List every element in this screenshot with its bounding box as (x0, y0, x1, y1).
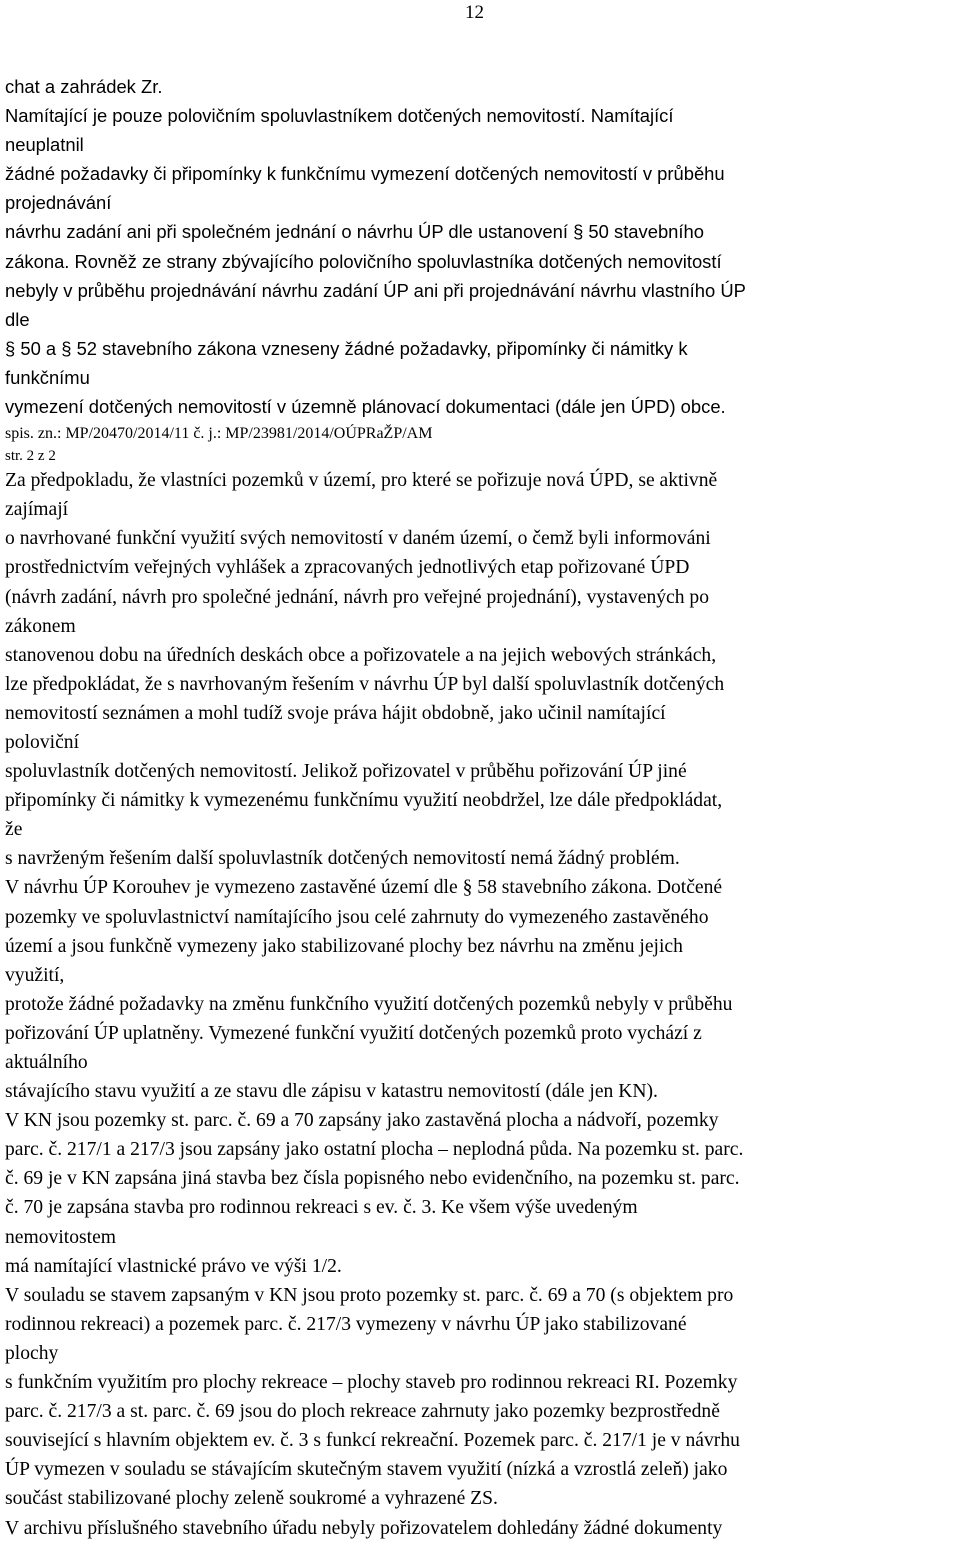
text-line: spoluvlastník dotčených nemovitostí. Jelikož pořizovatel v průběhu pořizování ÚP jiné (5, 761, 687, 783)
text-line: plochy (5, 1342, 59, 1364)
text-line: Za předpokladu, že vlastníci pozemků v území, pro které se pořizuje nová ÚPD, se aktivně (5, 470, 718, 492)
text-line: chat a zahrádek Zr. (5, 76, 163, 97)
text-line: funkčnímu (5, 366, 90, 388)
text-line: návrhu zadání ani při společném jednání o návrhu ÚP dle ustanovení § 50 stavebního (5, 221, 704, 243)
text-line: V návrhu ÚP Korouhev je vymezeno zastavěné území dle § 58 stavebního zákona. Dotčené (5, 877, 723, 899)
page-number: 12 (465, 2, 484, 23)
text-line: č. 70 je zapsána stavba pro rodinnou rekreaci s ev. č. 3. Ke všem výše uvedeným (5, 1197, 638, 1219)
text-line: protože žádné požadavky na změnu funkčního využití dotčených pozemků nebyly v průběhu (5, 993, 733, 1015)
text-line: součást stabilizované plochy zeleně soukromé a vyhrazené ZS. (5, 1488, 498, 1510)
text-line: pořizování ÚP uplatněny. Vymezené funkční využití dotčených pozemků proto vychází z (5, 1022, 702, 1044)
text-line: související s hlavním objektem ev. č. 3 s funkcí rekreační. Pozemek parc. č. 217/1 je v návrhu (5, 1430, 740, 1452)
text-line: zákona. Rovněž ze strany zbývajícího polovičního spoluvlastníka dotčených nemovitostí (5, 250, 722, 272)
text-line: s funkčním využitím pro plochy rekreace – plochy staveb pro rodinnou rekreaci RI. Pozemky (5, 1372, 738, 1394)
text-line: zákonem (5, 615, 76, 637)
text-line: stávajícího stavu využití a ze stavu dle zápisu v katastru nemovitostí (dále jen KN). (5, 1081, 658, 1103)
text-line: stanovenou dobu na úředních deskách obce a pořizovatele a na jejich webových stránkách, (5, 644, 717, 666)
text-line: žádné požadavky či připomínky k funkčnímu vymezení dotčených nemovitostí v průběhu (5, 163, 725, 185)
text-line: neuplatnil (5, 134, 84, 156)
text-line: aktuálního (5, 1052, 88, 1073)
text-line: pozemky ve spoluvlastnictví namítajícího jsou celé zahrnuty do vymezeného zastavěného (5, 906, 709, 928)
text-line: prostřednictvím veřejných vyhlášek a zpracovaných jednotlivých etap pořizované ÚPD (5, 557, 690, 579)
text-line: § 50 a § 52 stavebního zákona vzneseny žádné požadavky, připomínky či námitky k (5, 337, 688, 359)
text-line: že (5, 819, 23, 841)
text-line: spis. zn.: MP/20470/2014/11 č. j.: MP/23981/2014/OÚPRaŽP/AM (5, 425, 433, 443)
text-line: parc. č. 217/1 a 217/3 jsou zapsány jako ostatní plocha – neplodná půda. Na pozemku st. parc. (5, 1139, 744, 1161)
text-line: projednávání (5, 192, 112, 214)
text-line: nebyly v průběhu projednávání návrhu zadání ÚP ani při projednávání návrhu vlastního ÚP (5, 279, 746, 301)
text-line: V KN jsou pozemky st. parc. č. 69 a 70 zapsány jako zastavěná plocha a nádvoří, pozemky (5, 1110, 719, 1132)
text-line: poloviční (5, 731, 80, 753)
document-body (5, 72, 960, 1543)
text-line: (návrh zadání, návrh pro společné jednání, návrh pro veřejné projednání), vystavených po (5, 586, 710, 608)
text-line: o navrhované funkční využití svých nemovitostí v daném území, o čemž byli informováni (5, 528, 711, 550)
text-line: V archivu příslušného stavebního úřadu nebyly pořizovatelem dohledány žádné dokumenty (5, 1517, 723, 1539)
text-line: připomínky či námitky k vymezenému funkčnímu využití neobdržel, lze dále předpokládat, (5, 790, 723, 812)
text-line: ÚP vymezen v souladu se stávajícím skutečným stavem využití (nízká a vzrostlá zeleň) jako (5, 1459, 728, 1481)
text-line: č. 69 je v KN zapsána jiná stavba bez čísla popisného nebo evidenčního, na pozemku st. parc. (5, 1168, 740, 1190)
text-line: zajímají (5, 499, 69, 521)
text-line: s navrženým řešením další spoluvlastník dotčených nemovitostí nemá žádný problém. (5, 848, 680, 870)
text-line: území a jsou funkčně vymezeny jako stabilizované plochy bez návrhu na změnu jejich (5, 935, 683, 957)
text-line: nemovitostem (5, 1226, 117, 1248)
text-line: Namítající je pouze polovičním spoluvlastníkem dotčených nemovitostí. Namítající (5, 105, 674, 127)
text-line: nemovitostí seznámen a mohl tudíž svoje práva hájit obdobně, jako učinil namítající (5, 702, 666, 724)
text-line: využití, (5, 964, 65, 986)
text-line: str. 2 z 2 (5, 448, 56, 465)
text-line: dle (5, 308, 30, 330)
text-line: má namítající vlastnické právo ve výši 1/2. (5, 1255, 342, 1277)
text-line: vymezení dotčených nemovitostí v územně plánovací dokumentaci (dále jen ÚPD) obce. (5, 396, 726, 418)
text-line: lze předpokládat, že s navrhovaným řešením v návrhu ÚP byl další spoluvlastník dotčených (5, 673, 725, 695)
text-line: V souladu se stavem zapsaným v KN jsou proto pozemky st. parc. č. 69 a 70 (s objektem pro (5, 1284, 734, 1306)
text-line: parc. č. 217/3 a st. parc. č. 69 jsou do ploch rekreace zahrnuty jako pozemky bezprostředně (5, 1401, 720, 1423)
text-line: rodinnou rekreaci) a pozemek parc. č. 217/3 vymezeny v návrhu ÚP jako stabilizované (5, 1313, 687, 1335)
